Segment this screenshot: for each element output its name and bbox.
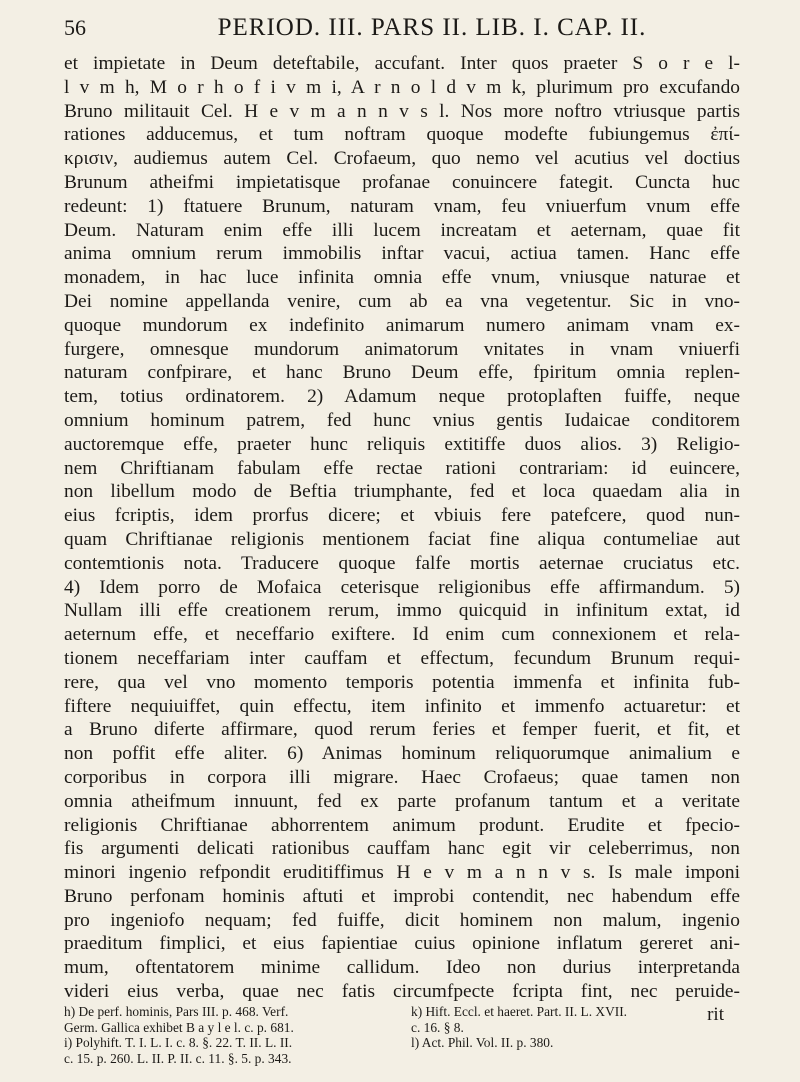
text-line: corporibus in corpora illi migrare. Haec Crofaeus; quae tamen non — [64, 766, 740, 788]
text-line: religionis Chriftianae abhorrentem animum produnt. Erudite et fpecio- — [64, 814, 740, 836]
footnote-line — [411, 1051, 740, 1067]
footnote-line: c. 16. § 8. — [411, 1019, 464, 1035]
text-line: Dei nomine appellanda venire, cum ab ea vna vegetentur. Sic in vno- — [64, 290, 740, 312]
footnote-line: k) Hift. Eccl. et haeret. Part. II. L. XVII. — [411, 1004, 628, 1019]
text-line: 4) Idem porro de Mofaica ceterisque religionibus effe affirmandum. 5) — [64, 576, 740, 598]
text-line: rere, qua vel vno momento temporis potentia immenfa et infinita fub- — [64, 671, 740, 693]
text-line: mum, oftentatorem minime callidum. Ideo non durius interpretanda — [64, 957, 740, 979]
footnote-line: Germ. Gallica exhibet B a y l e l. c. p. 681. — [64, 1019, 294, 1035]
text-line: quam Chriftianae religionis mentionem faciat fine aliqua contumeliae aut — [64, 528, 740, 550]
text-line: minori ingenio refpondit eruditiffimus H e v m a n n v s. Is male imponi — [64, 862, 740, 884]
text-line: naturam confpirare, et hanc Bruno Deum effe, fpiritum omnia replen- — [64, 362, 740, 384]
text-line: Bruno militauit Cel. H e v m a n n v s l. Nos more noftro vtriusque partis — [64, 100, 740, 122]
text-line: non libellum modo de Beftia triumphante, fed et loca quaedam alia in — [64, 481, 740, 503]
text-line: et impietate in Deum deteftabile, accufant. Inter quos praeter S o r e l- — [64, 53, 740, 74]
footnote-line: c. 15. p. 260. L. II. P. II. c. 11. §. 5. p. 343. — [64, 1050, 292, 1066]
text-line: omnium hominum patrem, fed hunc vnius gentis Iudaicae conditorem — [64, 409, 740, 431]
text-line: Deum. Naturam enim effe illi lucem increatam et aeternam, quae fit — [64, 219, 740, 241]
footnote-line: h) De perf. hominis, Pars III. p. 468. Verf. — [64, 1004, 289, 1019]
text-line: omnia atheifmum innuunt, fed ex parte profanum tantum et a veritate — [64, 790, 740, 812]
text-line: quoque mundorum ex indefinito animarum numero animam vnam ex- — [64, 314, 740, 336]
body-text — [64, 52, 740, 1026]
text-line: praeditum fimplici, et eius fapientiae cuius opinione inflatum gereret ani- — [64, 933, 740, 955]
text-line: videri eius verba, quae nec fatis circumfpecte fcripta fint, nec peruide- — [64, 981, 740, 1003]
text-line: Bruno perfonam hominis aftuti et improbi contendit, nec habendum effe — [64, 885, 740, 907]
text-line: eius fcriptis, idem prorfus dicere; et vbiuis fere patefcere, quod nun- — [64, 505, 740, 527]
text-line: nem Chriftianam fabulam effe rectae rationi contrariam: id euincere, — [64, 457, 740, 479]
text-line: anima omnium rerum immobilis inftar vacui, actiua tamen. Hanc effe — [64, 243, 740, 265]
text-line: tionem neceffariam inter cauffam et effectum, fecundum Brunum requi- — [64, 647, 740, 669]
text-line: tem, totius ordinatorem. 2) Adamum neque protoplaften fuiffe, neque — [64, 386, 740, 408]
catchword: rit — [707, 1003, 724, 1025]
text-line: contemtionis nota. Traducere quoque falfe mortis aeternae cruciatus etc. — [64, 552, 740, 574]
page-header — [64, 14, 740, 48]
text-line: monadem, in hac luce infinita omnia effe vnum, vniusque naturae et — [64, 267, 740, 289]
text-line: fiftere nequiuiffet, quin effectu, item infinito et immenfo actuaretur: et — [64, 695, 740, 717]
text-line: pro ingeniofo nequam; fed fuiffe, dicit hominem non malum, ingenio — [64, 909, 740, 931]
page-number: 56 — [64, 15, 86, 40]
text-line: non poffit effe aliter. 6) Animas hominum reliquorumque animalium e — [64, 743, 740, 765]
text-line: aeternum effe, et neceffario exiftere. Id enim cum connexionem et rela- — [64, 624, 740, 646]
footnote-line: i) Polyhift. T. I. L. I. c. 8. §. 22. T. II. L. II. — [64, 1035, 293, 1051]
text-line: a Bruno diferte affirmare, quod rerum feries et femper fuerit, et fit, et — [64, 719, 740, 741]
text-line: κρισιν, audiemus autem Cel. Crofaeum, quo nemo vel acutius vel doctius — [64, 148, 740, 170]
text-line: redeunt: 1) ftatuere Brunum, naturam vnam, feu vniuerfum vnum effe — [64, 195, 740, 217]
text-line: auctoremque effe, praeter hunc reliquis extitiffe duos alios. 3) Religio- — [64, 433, 740, 455]
text-line: Nullam illi effe creationem rerum, immo quicquid in infinitum extat, id — [64, 600, 740, 622]
text-line: fis argumenti delicati rationibus cauffam hanc egit vir celeberrimus, non — [64, 838, 740, 860]
running-title: PERIOD. III. PARS II. LIB. I. CAP. II. — [217, 14, 647, 41]
text-line: rationes adducemus, et tum noftram quoque modefte fubiungemus ἐπί- — [64, 124, 740, 146]
text-line: l v m h, M o r h o f i v m i, A r n o l d v m k, plurimum pro excufando — [64, 76, 740, 98]
text-line: Brunum atheifmi impietatisque profanae conuincere fategit. Cuncta huc — [64, 171, 740, 193]
footnotes — [64, 1004, 740, 1066]
text-line: furgere, omnesque mundorum animatorum vnitates in vnam vniuerfi — [64, 338, 740, 360]
footnote-line: l) Act. Phil. Vol. II. p. 380. — [411, 1035, 554, 1051]
